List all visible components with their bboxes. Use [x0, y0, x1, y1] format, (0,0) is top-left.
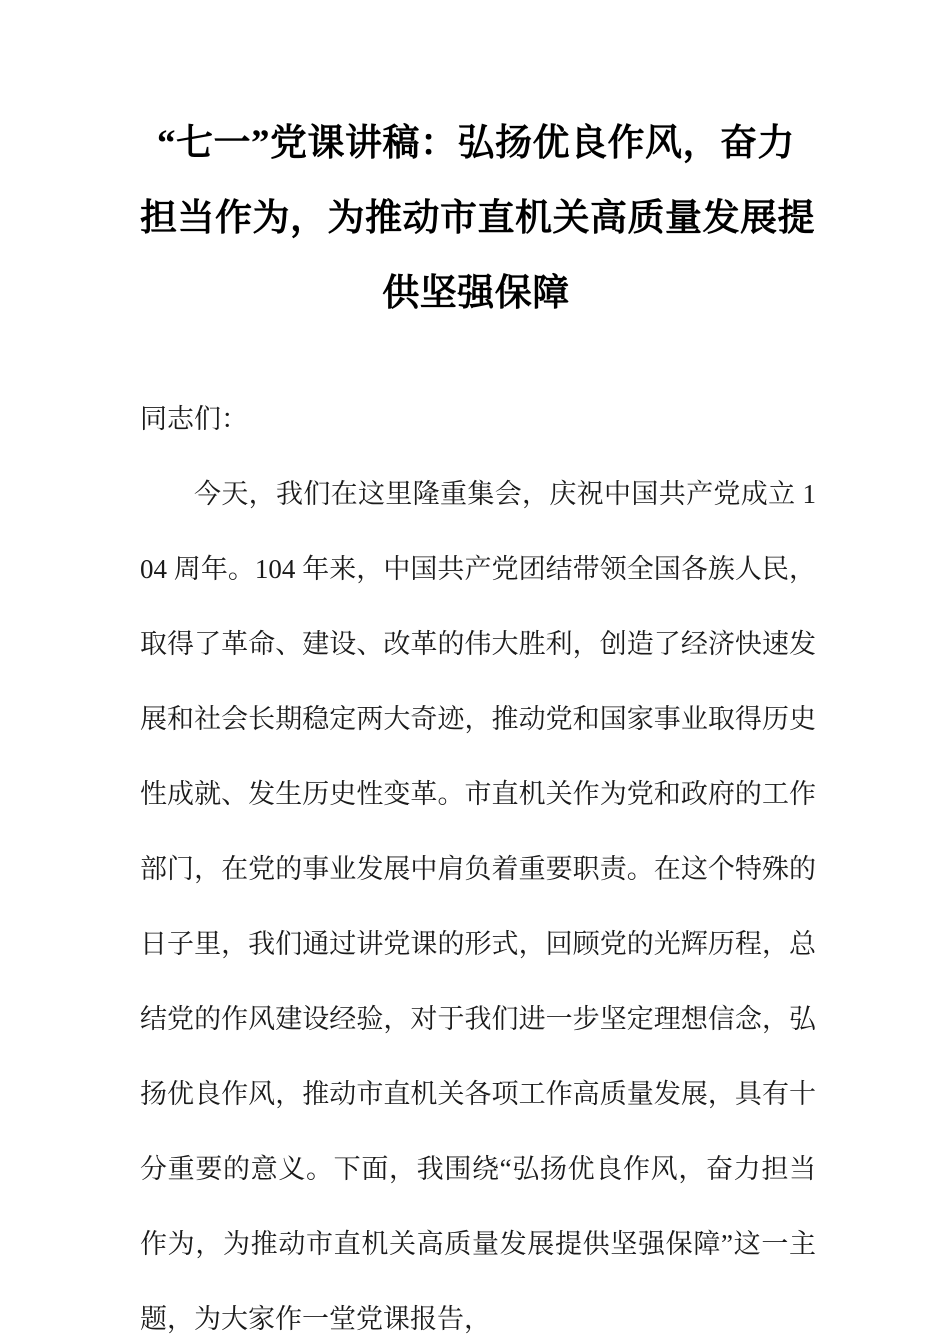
- salutation-text: 同志们：: [140, 404, 248, 434]
- page-title: [140, 106, 815, 331]
- title-line-2: 担当作为，为推动市直机关高质量发展提: [140, 198, 815, 239]
- body-paragraph: 今天，我们在这里隆重集会，庆祝中国共产党成立 104 周年。104 年来，中国共产党团结带领全国各族人民，取得了革命、建设、改革的伟大胜利，创造了经济快速发展和社会长期稳定两大奇迹，推动党和国家事业取得历史性成就、发生历史性变革。市直机关作为党和政府的工作部门，在党的事业发展中肩负着重要职责。在这个特殊的日子里，我们通过讲党课的形式，回顾党的光辉历程，总结党的作风建设经验，对于我们进一步坚定理想信念，弘扬优良作风，推动市直机关各项工作高质量发展，具有十分重要的意义。下面，我围绕“弘扬优良作风，奋力担当作为，为推动市直机关高质量发展提供坚强保障”这一主题，为大家作一堂党课报告，: [140, 479, 816, 1334]
- title-line-3: 供坚强保障: [382, 273, 570, 314]
- document-body: [140, 382, 816, 1344]
- title-line-1: “七一”党课讲稿：弘扬优良作风，奋力: [157, 123, 795, 164]
